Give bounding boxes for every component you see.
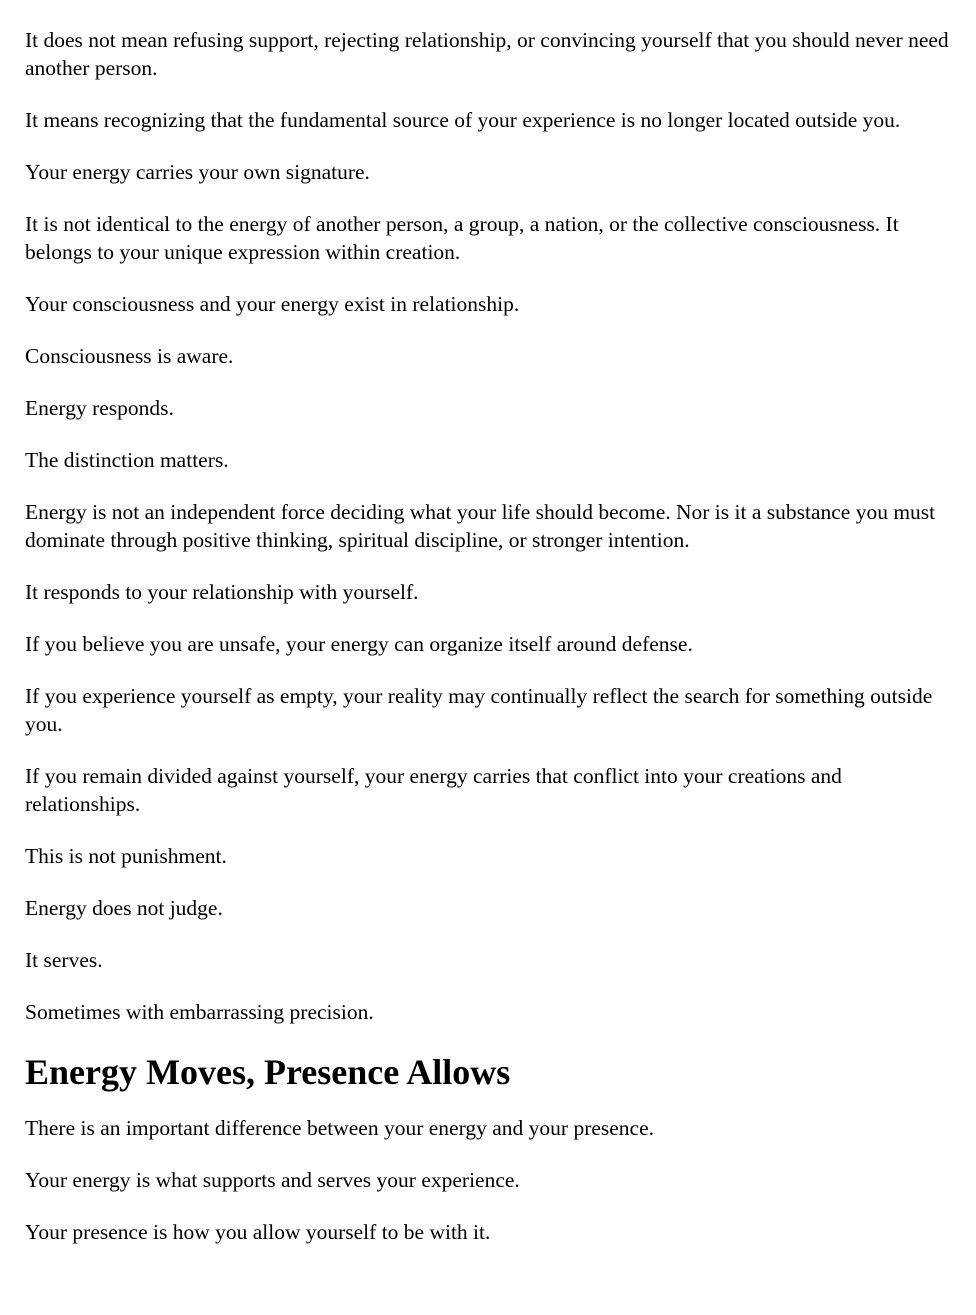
- paragraph: Your energy carries your own signature.: [25, 160, 370, 184]
- paragraph: It does not mean refusing support, rejecting relationship, or convincing yourself that you should never need another person.: [25, 28, 949, 80]
- paragraph: It serves.: [25, 948, 103, 972]
- paragraph: Your presence is how you allow yourself to be with it.: [25, 1220, 491, 1244]
- paragraph: Sometimes with embarrassing precision.: [25, 1000, 374, 1024]
- paragraph: Your energy is what supports and serves your experience.: [25, 1168, 520, 1192]
- paragraph: There is an important difference between your energy and your presence.: [25, 1116, 655, 1140]
- paragraph: It responds to your relationship with yourself.: [25, 580, 419, 604]
- section-heading: Energy Moves, Presence Allows: [25, 1052, 511, 1092]
- paragraph: If you believe you are unsafe, your energy can organize itself around defense.: [25, 632, 693, 656]
- paragraph: Energy is not an independent force deciding what your life should become. Nor is it a substance you must dominate through positive thinking, spiritual discipline, or stronger intention.: [25, 500, 936, 552]
- paragraph: It is not identical to the energy of another person, a group, a nation, or the collective consciousness. It belongs to your unique expression within creation.: [25, 212, 899, 264]
- paragraph: This is not punishment.: [25, 844, 227, 868]
- paragraph: If you remain divided against yourself, your energy carries that conflict into your creations and relationships.: [25, 764, 842, 816]
- paragraph: Your consciousness and your energy exist in relationship.: [25, 292, 520, 316]
- paragraph: The distinction matters.: [25, 448, 229, 472]
- paragraph: Energy does not judge.: [25, 896, 223, 920]
- paragraph: If you experience yourself as empty, your reality may continually reflect the search for something outside you.: [25, 684, 933, 736]
- paragraph: Energy responds.: [25, 396, 174, 420]
- paragraph: It means recognizing that the fundamental source of your experience is no longer located outside you.: [25, 108, 901, 132]
- paragraph: Consciousness is aware.: [25, 344, 234, 368]
